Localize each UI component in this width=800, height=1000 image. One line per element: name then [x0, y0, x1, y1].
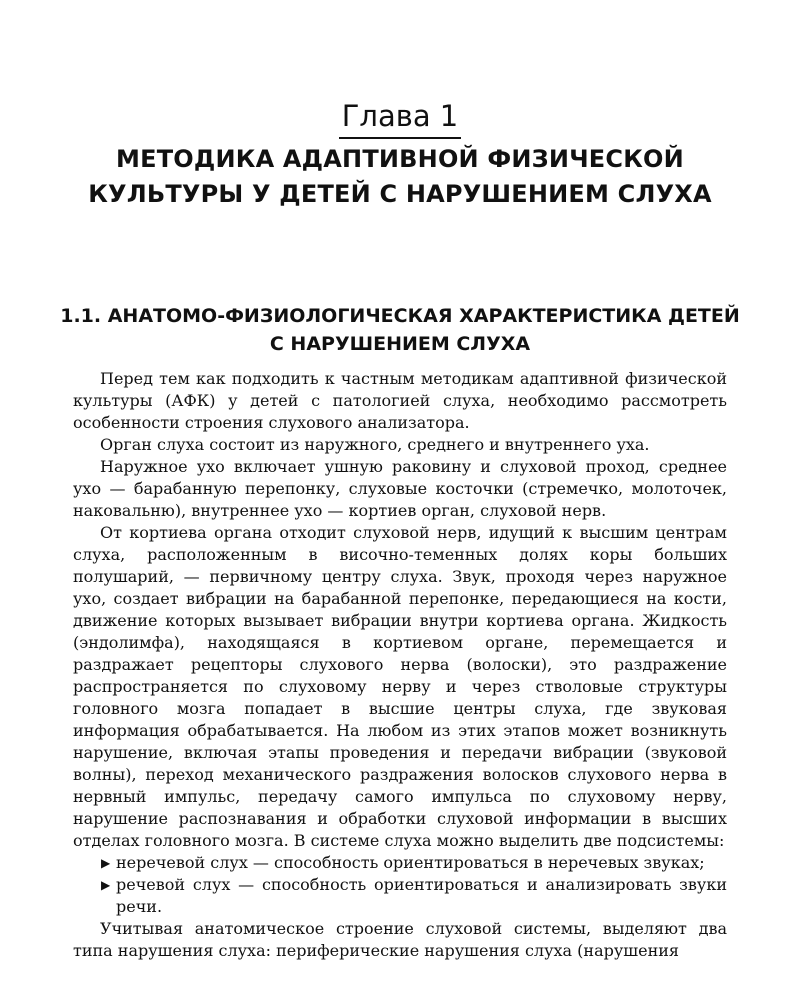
- list-item: [73, 852, 727, 874]
- chapter-label: [0, 98, 800, 139]
- paragraph: Учитывая анатомическое строение слуховой системы, выделяют два типа нарушения слуха: периферические нарушения слуха (нарушения: [73, 919, 727, 960]
- section-title: 1.1. АНАТОМО-ФИЗИОЛОГИЧЕСКАЯ ХАРАКТЕРИСТИКА ДЕТЕЙ С НАРУШЕНИЕМ СЛУХА: [60, 305, 740, 355]
- chapter-label-text: Глава 1: [339, 98, 462, 139]
- paragraph: От кортиева органа отходит слуховой нерв, идущий к высшим центрам слуха, расположенным в височно-теменных долях коры больших полушарий, — первичному центру слуха. Звук, проходя через наружное ухо, создает вибрации на барабанной перепонке, передающиеся на кости, движение которых вызывает вибрации внутри кортиева органа. Жидкость (эндолимфа), находящаяся в кортиевом органе, перемещается и раздражает рецепторы слухового нерва (волоски), это раздражение распространяется по слуховому нерву и через стволовые структуры головного мозга попадает в высшие центры слуха, где звуковая информация обрабатывается. На любом из этих этапов может возникнуть нарушение, включая этапы проведения и передачи вибрации (звуковой волны), переход механического раздражения волосков слухового нерва в нервный импульс, передачу самого импульса по слуховому нерву, нарушение распознавания и обработки слуховой информации в высших отделах головного мозга. В системе слуха можно выделить две подсистемы:: [73, 523, 727, 850]
- body-text: [73, 368, 727, 962]
- bullet-triangle-icon: ▶: [101, 878, 111, 892]
- list-item: [73, 874, 727, 918]
- list-item-text: речевой слух — способность ориентироваться и анализировать звуки речи.: [116, 875, 727, 916]
- subsystems-list: [73, 852, 727, 918]
- paragraph: Перед тем как подходить к частным методикам адаптивной физической культуры (АФК) у детей с патологией слуха, необходимо рассмотреть особенности строения слухового анализатора.: [73, 369, 727, 432]
- chapter-title: МЕТОДИКА АДАПТИВНОЙ ФИЗИЧЕСКОЙ КУЛЬТУРЫ У ДЕТЕЙ С НАРУШЕНИЕМ СЛУХА: [88, 145, 712, 208]
- paragraph: Орган слуха состоит из наружного, среднего и внутреннего уха.: [100, 435, 650, 454]
- bullet-triangle-icon: ▶: [101, 856, 111, 870]
- list-item-text: неречевой слух — способность ориентироваться в неречевых звуках;: [116, 853, 705, 872]
- paragraph: Наружное ухо включает ушную раковину и слуховой проход, среднее ухо — барабанную перепонку, слуховые косточки (стремечко, молоточек, наковальню), внутреннее ухо — кортиев орган, слуховой нерв.: [73, 457, 727, 520]
